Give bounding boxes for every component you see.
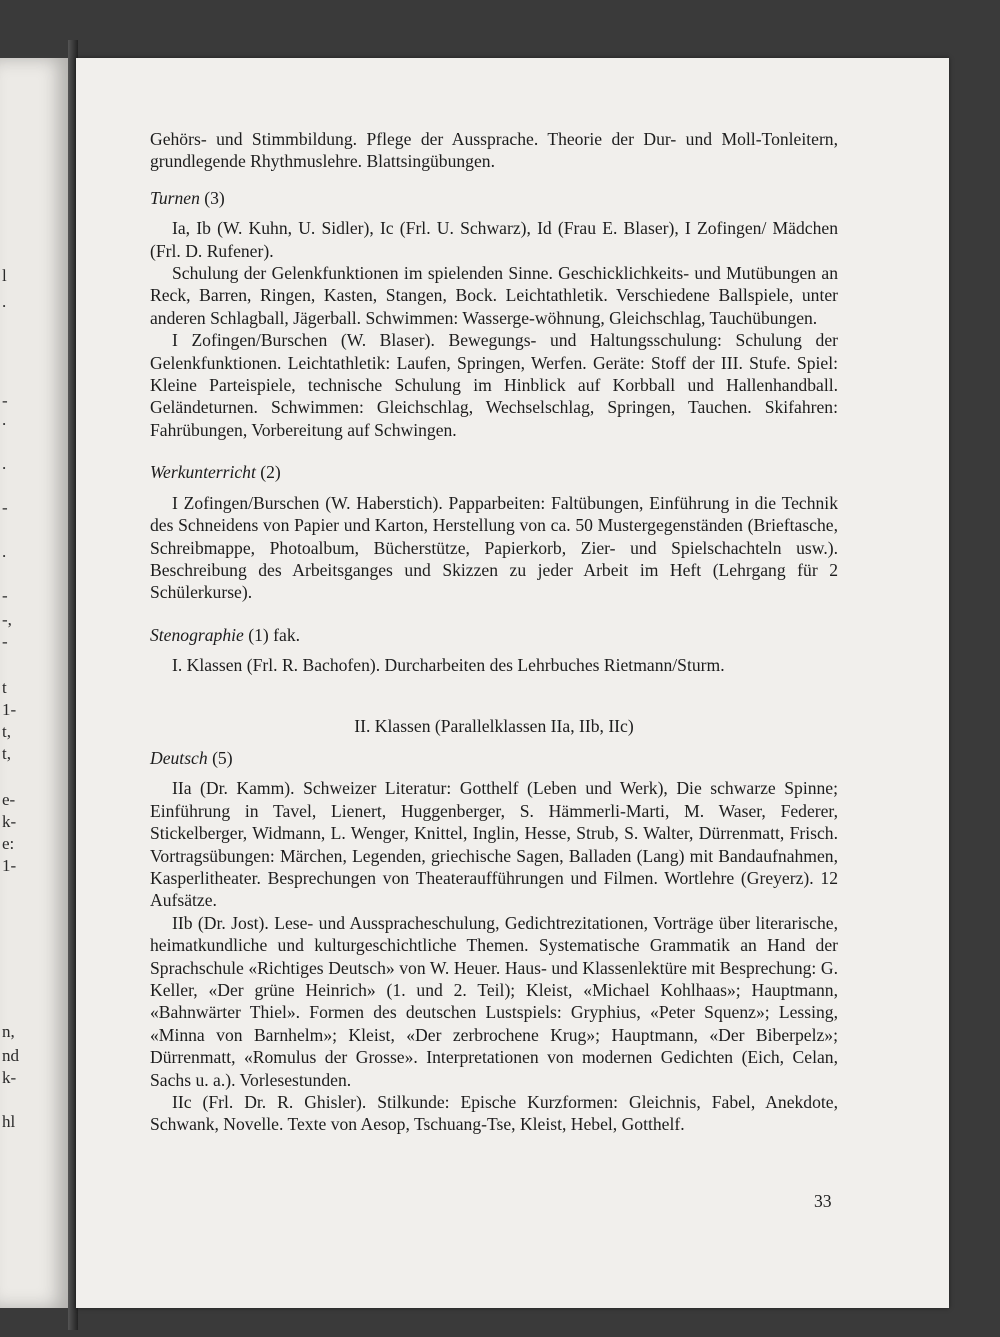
paragraph: IIa (Dr. Kamm). Schweizer Literatur: Gotthelf (Leben und Werk), Die schwarze Spinne; Einführung in Tavel, Lienert, Huggenberger, S. Hämmerli-Marti, M. Waser, Federer, Stickelberger, Widmann, L. Wenger, Knittel, Inglin, Hesse, Strub, S. Walter, Dürrenmatt, Frisch. Vortragsübungen: Märchen, Legenden, griechische Sagen, Balladen (Lang) mit Bandaufnahmen, Kasperlitheater. Besprechungen von Theateraufführungen und Filmen. Wortlehre (Greyerz). 12 Aufsätze. (150, 778, 838, 911)
paragraph: Ia, Ib (W. Kuhn, U. Sidler), Ic (Frl. U. Schwarz), Id (Frau E. Blaser), I Zofingen/ Mädchen (Frl. D. Rufener). (150, 218, 838, 261)
left-fragment: - (2, 391, 8, 410)
subject-hours: (1) fak. (248, 624, 301, 645)
subject-title: Stenographie (150, 624, 244, 645)
subject-title: Werkunterricht (150, 462, 256, 483)
left-fragment: . (2, 410, 7, 429)
left-fragment: n, (2, 1022, 15, 1041)
subject-hours: (2) (260, 462, 281, 483)
left-fragment: 1- (2, 856, 17, 875)
left-fragment: e- (2, 790, 16, 809)
subject-hours: (5) (212, 747, 233, 768)
subject-title: Deutsch (150, 747, 208, 768)
subject-heading-deutsch (150, 747, 838, 769)
left-fragment: 1- (2, 700, 17, 719)
left-fragment: e: (2, 834, 15, 853)
intro-paragraph: Gehörs- und Stimmbildung. Pflege der Aussprache. Theorie der Dur- und Moll-Tonleitern, grundlegende Rhythmuslehre. Blattsingübungen. (150, 129, 838, 172)
left-fragment: l (2, 266, 7, 285)
left-fragment: - (2, 586, 8, 605)
left-fragment: nd (2, 1046, 19, 1065)
left-fragment: . (2, 454, 7, 473)
left-fragment: . (2, 292, 7, 311)
section-heading: II. Klassen (Parallelklassen IIa, IIb, IIc) (354, 715, 634, 736)
facing-page-edge (0, 58, 70, 1308)
subject-title: Turnen (150, 187, 200, 208)
book-page (76, 58, 949, 1308)
paragraph: I. Klassen (Frl. R. Bachofen). Durcharbeiten des Lehrbuches Rietmann/Sturm. (172, 655, 725, 676)
paragraph: Schulung der Gelenkfunktionen im spielenden Sinne. Geschicklichkeits- und Mutübungen an Reck, Barren, Ringen, Kasten, Stangen, Bock. Leichtathletik. Verschiedene Ballspiele, unter anderen Schlagball, Jägerball. Schwimmen: Wasserge-wöhnung, Gleichschlag, Tauchübungen. (150, 263, 838, 328)
subject-heading-turnen (150, 187, 838, 209)
page-number: 33 (814, 1191, 832, 1211)
left-fragment: t, (2, 722, 11, 741)
paragraph: IIb (Dr. Jost). Lese- und Ausspracheschulung, Gedichtrezitationen, Vorträge über literarische, heimatkundliche und kulturgeschichtliche Themen. Systematische Grammatik an Hand der Sprachschule «Richtiges Deutsch» von W. Heuer. Haus- und Klassenlektüre mit Besprechung: G. Keller, «Der grüne Heinrich» (1. und 2. Teil); Kleist, «Michael Kohlhaas»; Hauptmann, «Bahnwärter Thiel». Formen des deutschen Lustspiels: Gryphius, «Peter Squenz»; Lessing, «Minna von Barnhelm»; Kleist, «Der zerbrochene Krug»; Hauptmann, «Der Biberpelz»; Dürrenmatt, «Romulus der Grosse». Interpretationen von modernen Gedichten (Eich, Celan, Sachs u. a.). Vorlesestunden. (150, 912, 838, 1090)
subject-hours: (3) (204, 187, 225, 208)
subject-heading-stenographie (150, 624, 838, 646)
left-fragment: k- (2, 812, 17, 831)
paragraph: IIc (Frl. Dr. R. Ghisler). Stilkunde: Epische Kurzformen: Gleichnis, Fabel, Anekdote, Schwank, Novelle. Texte von Aesop, Tschuang-Tse, Kleist, Hebel, Gotthelf. (150, 1092, 838, 1135)
left-fragment: k- (2, 1068, 17, 1087)
left-fragment: . (2, 542, 7, 561)
left-fragment: t, (2, 744, 11, 763)
paragraph: I Zofingen/Burschen (W. Blaser). Bewegungs- und Haltungsschulung: Schulung der Gelenkfunktionen. Leichtathletik: Laufen, Springen, Werfen. Geräte: Stoff der III. Stufe. Spiel: Kleine Parteispiele, technische Schulung im Hinblick auf Korbball und Hallenhandball. Geländeturnen. Schwimmen: Gleichschlag, Wechselschlag, Springen, Tauchen. Skifahren: Fahrübungen, Vorbereitung auf Schwingen. (150, 330, 838, 440)
subject-heading-werkunterricht (150, 461, 838, 483)
left-fragment: t (2, 678, 7, 697)
left-fragment: hl (2, 1112, 16, 1131)
left-fragment: -, (2, 610, 12, 629)
left-fragment: - (2, 498, 8, 517)
paragraph: I Zofingen/Burschen (W. Haberstich). Papparbeiten: Faltübungen, Einführung in die Technik des Schneidens von Papier und Karton, Herstellung von ca. 50 Mustergegenständen (Brieftasche, Schreibmappe, Photoalbum, Bücherstütze, Papierkorb, Zier- und Spielschachteln usw.). Beschreibung des Arbeitsganges und Skizzen zu jeder Arbeit im Heft (Lehrgang für 2 Schülerkurse). (150, 492, 838, 603)
left-fragment: - (2, 632, 8, 651)
page-text (150, 128, 838, 1136)
